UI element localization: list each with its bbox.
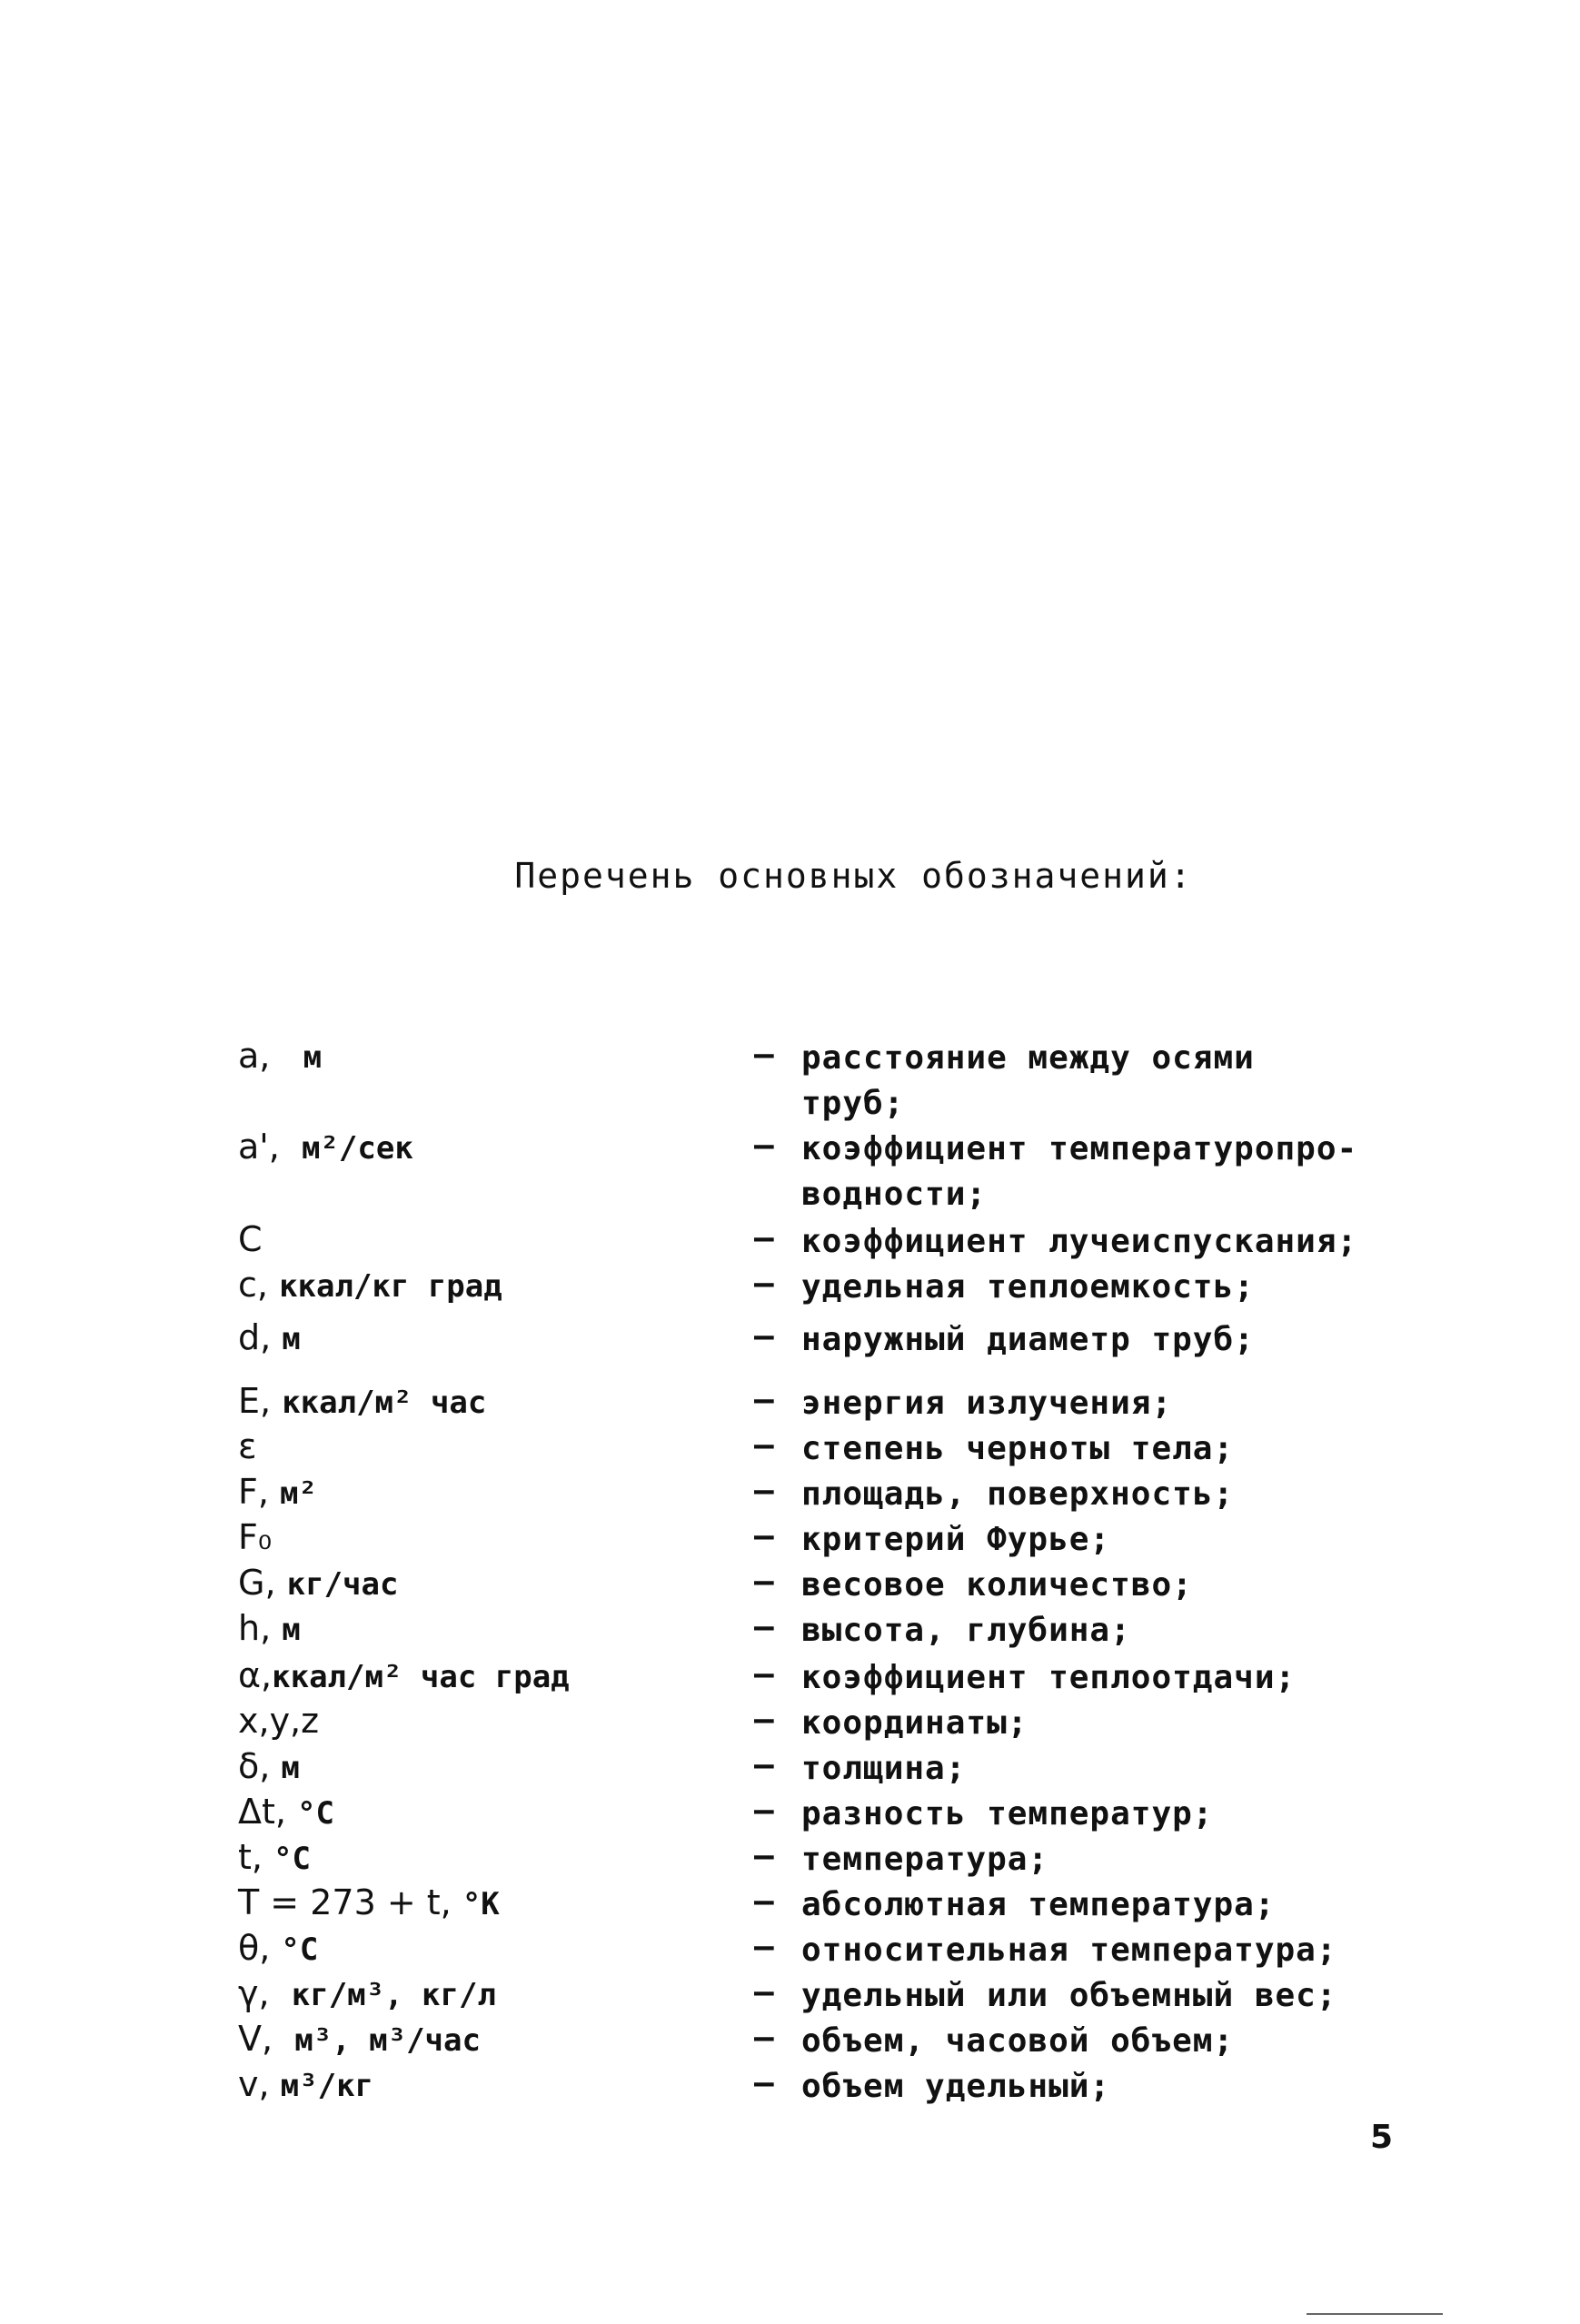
dash: – [754,1837,774,1874]
unit: м [282,1612,301,1648]
dash: – [754,2064,774,2101]
description: расстояние между осями труб; [801,1039,1255,1122]
symbol: Δt, °C [238,1792,335,1832]
description: степень черноты тела; [801,1430,1235,1467]
description: объем, часовой объем; [801,2022,1235,2060]
symbol: h, м [238,1608,301,1648]
description: относительная температура; [801,1932,1337,1969]
symbol: γ, кг/м³, кг/л [238,1973,496,2013]
description: площадь, поверхность; [801,1475,1235,1513]
unit: кг/м³, кг/л [291,1977,496,2013]
bottom-rule [1307,2313,1443,2315]
dash: – [754,1265,774,1302]
dash: – [754,1608,774,1645]
dash: – [754,1517,774,1554]
description: удельная теплоемкость; [801,1268,1255,1306]
dash: – [754,1563,774,1600]
dash: – [754,1792,774,1829]
unit: м²/сек [301,1130,413,1167]
description: наружный диаметр труб; [801,1321,1255,1358]
description: разность температур; [801,1795,1214,1832]
description: абсолютная температура; [801,1886,1276,1923]
symbol: d, м [238,1317,301,1357]
description: коэффициент температуропро- водности; [801,1130,1358,1213]
description: энергия излучения; [801,1385,1173,1422]
dash: – [754,1426,774,1464]
symbol: x,y,z [238,1701,320,1741]
unit: ккал/м² час град [272,1659,570,1695]
dash: – [754,1701,774,1738]
symbol: T = 273 + t, °K [238,1882,500,1922]
unit: м² [280,1475,317,1512]
dash: – [754,1381,774,1418]
page-number: 5 [1370,2119,1394,2156]
unit: кг/час [286,1566,399,1603]
unit: м [282,1321,301,1357]
unit: ккал/кг град [279,1268,502,1305]
symbol: a, м [238,1036,323,1076]
description: критерий Фурье; [801,1521,1111,1558]
description: коэффициент теплоотдачи; [801,1659,1297,1696]
symbol: t, °C [238,1837,312,1877]
symbol: G, кг/час [238,1563,399,1603]
unit: °C [273,1841,312,1877]
symbol: α,ккал/м² час град [238,1655,570,1695]
page-title: Перечень основных обозначений: [514,856,1193,896]
dash: – [754,1317,774,1355]
dash: – [754,1928,774,1965]
symbol: ε [238,1426,257,1466]
description: координаты; [801,1704,1028,1742]
symbol: θ, °C [238,1928,319,1968]
dash: – [754,1973,774,2011]
unit: м [303,1039,323,1076]
symbol: F₀ [238,1517,273,1557]
dash: – [754,2019,774,2056]
unit: °K [462,1886,500,1922]
symbol: F, м² [238,1472,317,1512]
symbol: c, ккал/кг град [238,1265,502,1305]
unit: м³, м³/час [294,2022,481,2059]
description: температура; [801,1841,1049,1878]
unit: м³/кг [280,2068,374,2104]
description: удельный или объемный вес; [801,1977,1337,2014]
description: объем удельный; [801,2068,1111,2105]
symbol: C [238,1219,263,1259]
symbol: δ, м [238,1746,300,1786]
description: весовое количество; [801,1566,1193,1604]
symbol: v, м³/кг [238,2064,374,2104]
unit: м [281,1750,300,1786]
description: высота, глубина; [801,1612,1131,1649]
dash: – [754,1746,774,1783]
dash: – [754,1472,774,1509]
dash: – [754,1882,774,1920]
description: толщина; [801,1750,967,1787]
unit: ккал/м² час [282,1385,487,1421]
symbol: E, ккал/м² час [238,1381,487,1421]
dash: – [754,1655,774,1693]
symbol: a', м²/сек [238,1127,413,1167]
unit: °C [297,1795,335,1832]
dash: – [754,1036,774,1073]
symbol: V, м³, м³/час [238,2019,481,2059]
dash: – [754,1219,774,1256]
description: коэффициент лучеиспускания; [801,1223,1358,1260]
dash: – [754,1127,774,1164]
unit: °C [281,1932,319,1968]
